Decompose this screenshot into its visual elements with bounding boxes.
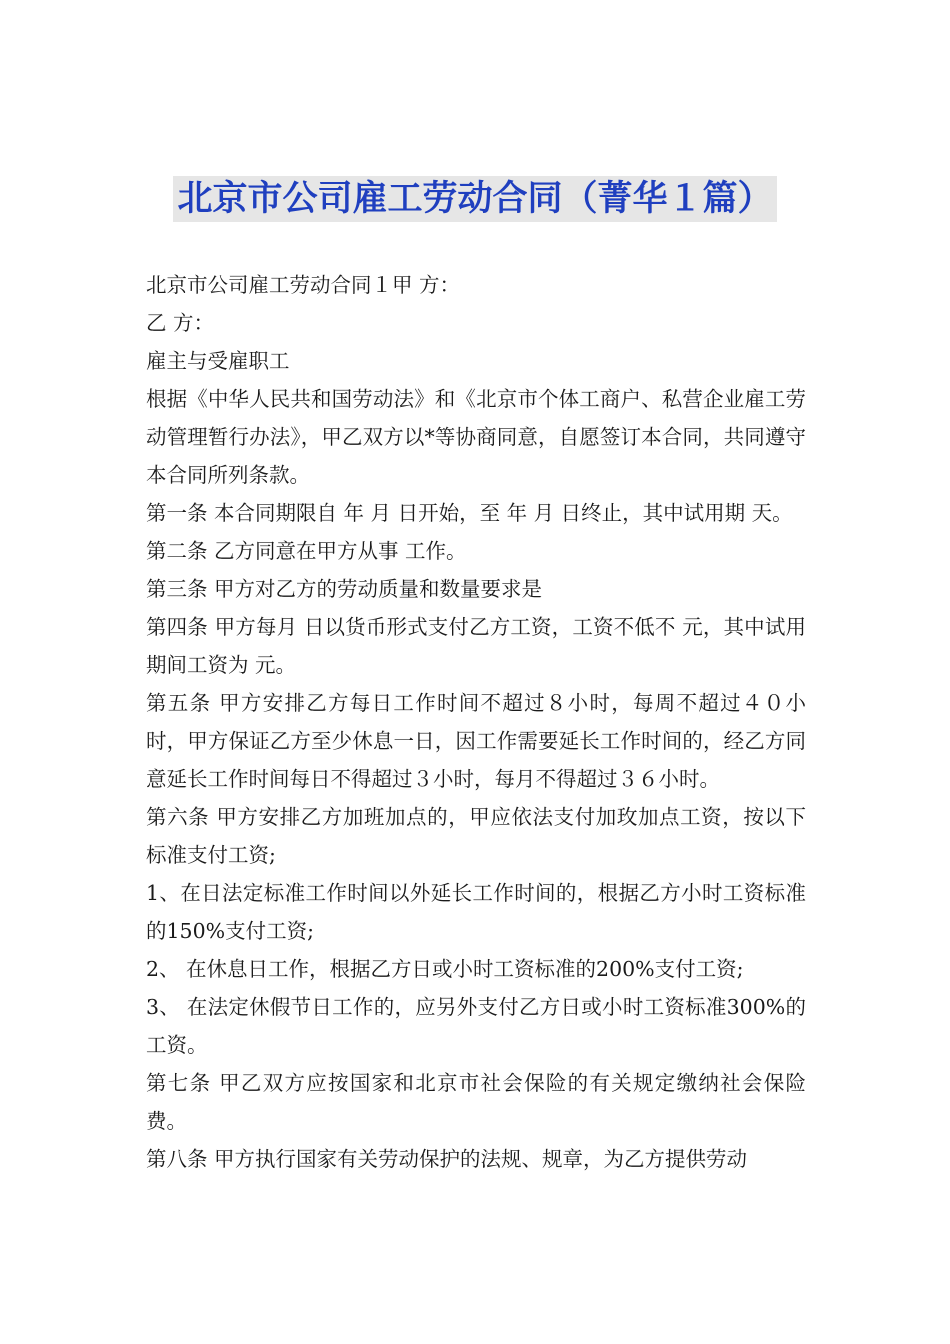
- paragraph: 第四条 甲方每月 日以货币形式支付乙方工资，工资不低不 元，其中试用期间工资为 元。: [146, 615, 806, 677]
- paragraph: 北京市公司雇工劳动合同１甲 方：: [146, 273, 461, 297]
- paragraph: 第五条 甲方安排乙方每日工作时间不超过８小时，每周不超过４０小时，甲方保证乙方至少休息一日，因工作需要延长工作时间的，经乙方同意延长工作时间每日不得超过３小时，每月不得超过３６小时。: [146, 691, 806, 791]
- title-block: [0, 176, 950, 222]
- paragraph: 第三条 甲方对乙方的劳动质量和数量要求是: [146, 577, 543, 601]
- document-title: 北京市公司雇工劳动合同（菁华１篇）: [173, 176, 776, 222]
- paragraph: 第七条 甲乙双方应按国家和北京市社会保险的有关规定缴纳社会保险费。: [146, 1071, 806, 1133]
- paragraph: 根据《中华人民共和国劳动法》和《北京市个体工商户、私营企业雇工劳动管理暂行办法》，甲乙双方以*等协商同意，自愿签订本合同，共同遵守本合同所列条款。: [146, 387, 806, 487]
- paragraph: 第八条 甲方执行国家有关劳动保护的法规、规章，为乙方提供劳动: [146, 1147, 748, 1171]
- paragraph: 乙 方：: [146, 311, 215, 335]
- paragraph: 2、 在休息日工作，根据乙方日或小时工资标准的200%支付工资;: [146, 957, 744, 981]
- paragraph: 第六条 甲方安排乙方加班加点的，甲应依法支付加玫加点工资，按以下标准支付工资;: [146, 805, 806, 867]
- paragraph: 第二条 乙方同意在甲方从事 工作。: [146, 539, 467, 563]
- paragraph: 1、在日法定标准工作时间以外延长工作时间的，根据乙方小时工资标准的150%支付工资;: [146, 881, 806, 943]
- paragraph: 雇主与受雇职工: [146, 349, 290, 373]
- paragraph: 3、 在法定休假节日工作的，应另外支付乙方日或小时工资标准300%的工资。: [146, 995, 806, 1057]
- document-body: [146, 266, 806, 1178]
- paragraph: 第一条 本合同期限自 年 月 日开始，至 年 月 日终止，其中试用期 天。: [146, 501, 793, 525]
